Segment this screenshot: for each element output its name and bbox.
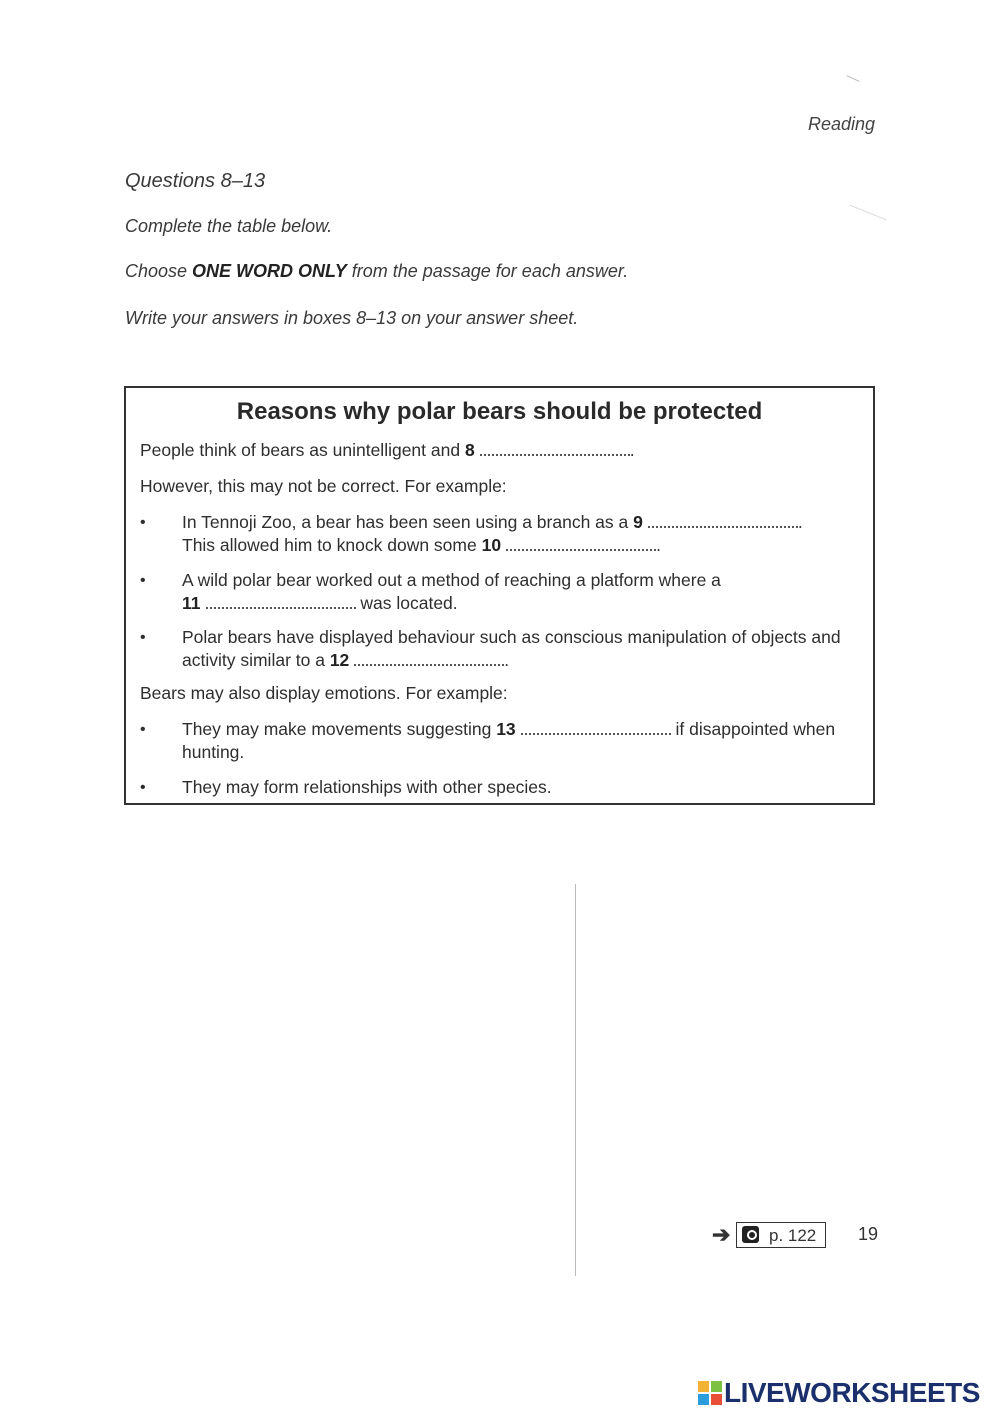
question-number-11: 11 (182, 593, 201, 613)
instruction-complete-table: Complete the table below. (125, 216, 333, 236)
answer-gap-12[interactable] (354, 650, 504, 666)
liveworksheets-watermark (698, 1378, 994, 1408)
answer-key-reference (736, 1222, 826, 1248)
scan-artifact (849, 205, 886, 221)
section-label: Reading (808, 114, 876, 134)
liveworksheets-logo-icon (698, 1381, 722, 1405)
bullet-icon: • (140, 629, 146, 646)
however-line: However, this may not be correct. For example: (140, 476, 507, 496)
answer-key-icon (742, 1226, 759, 1243)
questions-heading: Questions 8–13 (125, 170, 266, 192)
answer-gap-8[interactable] (480, 440, 630, 456)
bullet-icon: • (140, 514, 146, 531)
question-number-8: 8 (464, 440, 475, 460)
watermark-text: LIVEWORKSHEETS (724, 1377, 980, 1408)
word-limit-emphasis: ONE WORD ONLY (192, 261, 347, 281)
emotions-line: Bears may also display emotions. For example: (140, 683, 508, 703)
instruction-answer-sheet: Write your answers in boxes 8–13 on your answer sheet. (125, 308, 579, 328)
table-title: Reasons why polar bears should be protected (236, 398, 763, 425)
answer-gap-9[interactable] (648, 512, 798, 528)
reference-page: p. 122 (769, 1226, 817, 1245)
instruction-word-limit: Choose ONE WORD ONLY from the passage for each answer. (125, 261, 629, 281)
page-number: 19 (858, 1224, 879, 1244)
question-number-9: 9 (633, 512, 643, 532)
answer-gap-13[interactable] (521, 719, 671, 735)
bullet-icon: • (140, 572, 146, 589)
arrow-right-icon: ➔ (712, 1222, 731, 1247)
bullet-icon: • (140, 779, 146, 796)
question-number-12: 12 (329, 650, 350, 670)
table-completion-box: Reasons why polar bears should be protected People think of bears as unintelligent and 8 . However, this may not be correct. For example: • In Tennoji Zoo, a bear has been seen using a branch as a 9 . This allowed him to knock down some 10 . • A wild polar bear worked out a method of reaching a platform where a 11 was located. • Polar bears have displayed behaviour such as conscious manipulation of objects and activity similar to a 12 . Bears may also display emotions. For example: • They may make movements suggesting 13 if disappointed when hunting. • They may form relationships with other species. (124, 386, 875, 805)
intro-line: People think of bears as unintelligent and 8 . (140, 440, 635, 460)
answer-gap-10[interactable] (506, 535, 656, 551)
scan-artifact (575, 884, 576, 1276)
answer-gap-11[interactable] (206, 593, 356, 609)
question-number-13: 13 (496, 719, 516, 739)
bullet-icon: • (140, 721, 146, 738)
scan-artifact (846, 75, 859, 82)
question-number-10: 10 (481, 535, 502, 555)
